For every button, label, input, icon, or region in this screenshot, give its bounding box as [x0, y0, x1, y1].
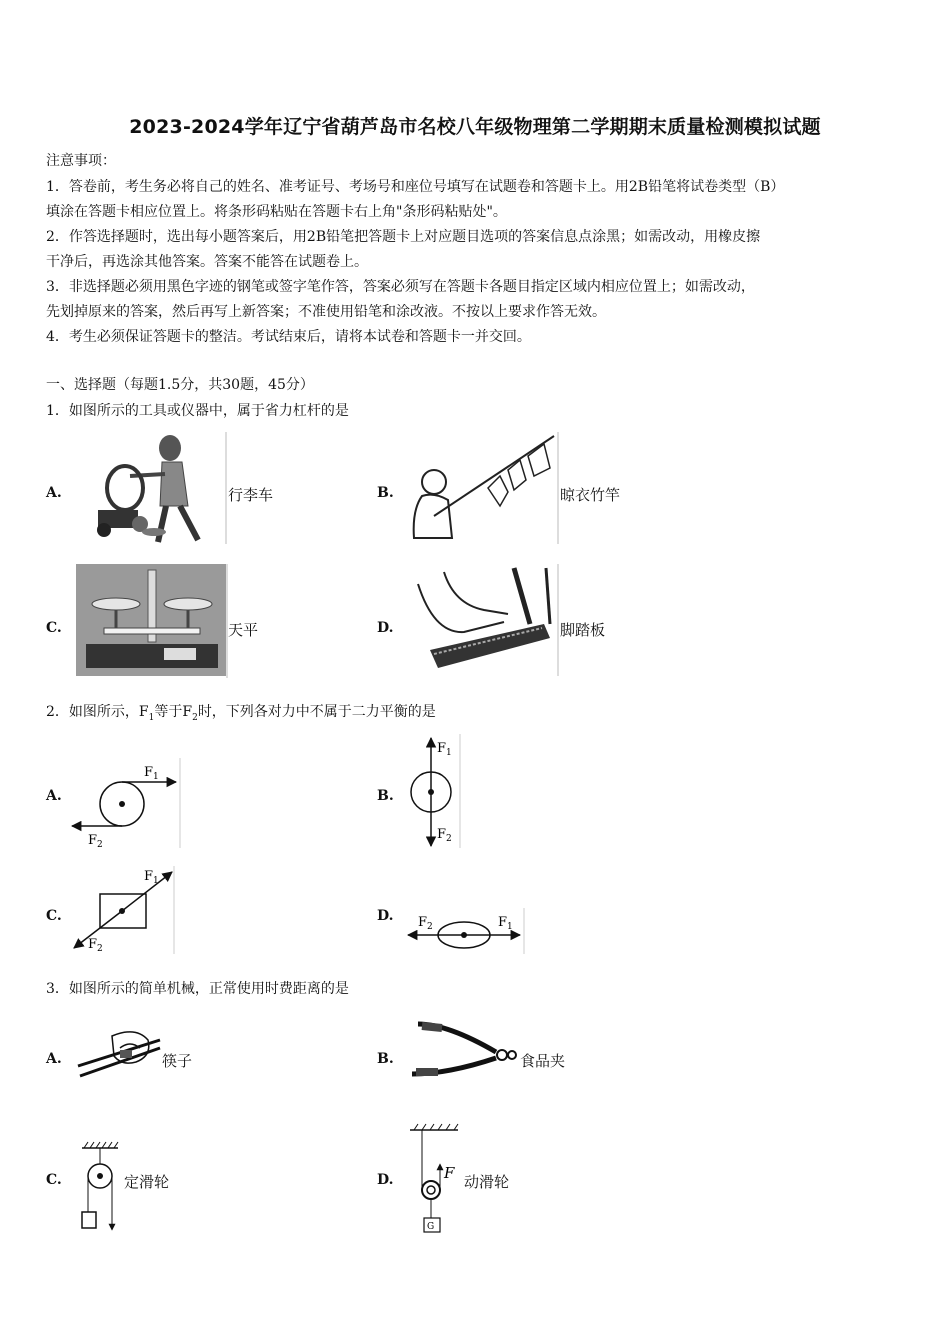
fixed-pulley-figure: [76, 1140, 124, 1234]
force-diagram-b: [405, 734, 461, 850]
svg-text:F1: $F_1$: [144, 869, 159, 886]
foot-pedal-figure: [404, 564, 560, 678]
q1-option-d[interactable]: D.: [377, 620, 394, 636]
svg-text:F1: $F_1$: [144, 765, 159, 782]
q3-option-b-label: 食品夹: [520, 1052, 566, 1070]
q1-option-b-label: 晾衣竹竿: [560, 486, 621, 504]
svg-text:F2: $F_2$: [88, 833, 103, 850]
svg-text:F2: $F_2$: [418, 915, 433, 932]
notice-line: 3．非选择题必须用黑色字迹的钢笔或签字笔作答，答案必须写在答题卡各题目指定区域内相应位置上；如需改动，: [46, 279, 755, 295]
q3-option-a[interactable]: A.: [46, 1051, 62, 1067]
question-2-stem: 2．如图所示，$F_1$等于$F_2$时，下列各对力中不属于二力平衡的是: [46, 704, 436, 723]
q1-option-d-label: 脚踏板: [560, 621, 606, 639]
food-tongs-figure: [408, 1018, 518, 1080]
question-3-stem: 3．如图所示的简单机械，正常使用时费距离的是: [46, 981, 349, 997]
notice-heading: 注意事项：: [46, 153, 116, 169]
q3-option-c[interactable]: C.: [46, 1172, 62, 1188]
notice-line: 2．作答选择题时，选出每小题答案后，用2B铅笔把答题卡上对应题目选项的答案信息点涂黑；如需改动，用橡皮擦: [46, 229, 761, 245]
section-heading: 一、选择题（每题1.5分，共30题，45分）: [46, 377, 314, 393]
q3-option-c-label: 定滑轮: [124, 1173, 170, 1191]
q2-option-b[interactable]: B.: [377, 788, 394, 804]
force-diagram-c: [68, 866, 176, 956]
svg-text:F2: $F_2$: [437, 827, 452, 844]
svg-text:F: F: [444, 1164, 455, 1182]
q1-option-c[interactable]: C.: [46, 620, 62, 636]
notice-line: 干净后，再选涂其他答案。答案不能答在试题卷上。: [46, 254, 368, 270]
q2-option-c[interactable]: C.: [46, 908, 62, 924]
q1-option-c-label: 天平: [228, 621, 259, 639]
chopsticks-figure: [76, 1026, 162, 1082]
movable-pulley-figure: [406, 1122, 464, 1238]
q3-option-a-label: 筷子: [162, 1052, 193, 1070]
force-diagram-d: [404, 908, 526, 956]
q3-option-d-label: 动滑轮: [464, 1173, 510, 1191]
q1-option-a-label: 行李车: [228, 486, 274, 504]
page-title: 2023-2024学年辽宁省葫芦岛市名校八年级物理第二学期期末质量检测模拟试题: [129, 116, 821, 138]
svg-text:G: G: [427, 1222, 435, 1232]
balance-scale-figure: [76, 564, 228, 678]
q3-option-d[interactable]: D.: [377, 1172, 394, 1188]
clothes-pole-figure: [404, 430, 560, 546]
q3-option-b[interactable]: B.: [377, 1051, 394, 1067]
q1-option-a[interactable]: A.: [46, 485, 62, 501]
force-diagram-a: [68, 758, 182, 850]
notice-line: 填涂在答题卡相应位置上。将条形码粘贴在答题卡右上角"条形码粘贴处"。: [46, 204, 507, 220]
svg-text:F1: $F_1$: [437, 741, 452, 758]
question-1-stem: 1．如图所示的工具或仪器中，属于省力杠杆的是: [46, 403, 349, 419]
q2-option-a[interactable]: A.: [46, 788, 62, 804]
svg-text:F1: $F_1$: [498, 915, 513, 932]
svg-text:F2: $F_2$: [88, 937, 103, 954]
q2-option-d[interactable]: D.: [377, 908, 394, 924]
notice-line: 先划掉原来的答案，然后再写上新答案；不准使用铅笔和涂改液。不按以上要求作答无效。: [46, 304, 606, 320]
luggage-cart-figure: [70, 430, 228, 546]
notice-line: 4．考生必须保证答题卡的整洁。考试结束后，请将本试卷和答题卡一并交回。: [46, 329, 531, 345]
notice-line: 1．答卷前，考生务必将自己的姓名、准考证号、考场号和座位号填写在试题卷和答题卡上。用2B铅笔将试卷类型（B）: [46, 179, 785, 195]
q1-option-b[interactable]: B.: [377, 485, 394, 501]
